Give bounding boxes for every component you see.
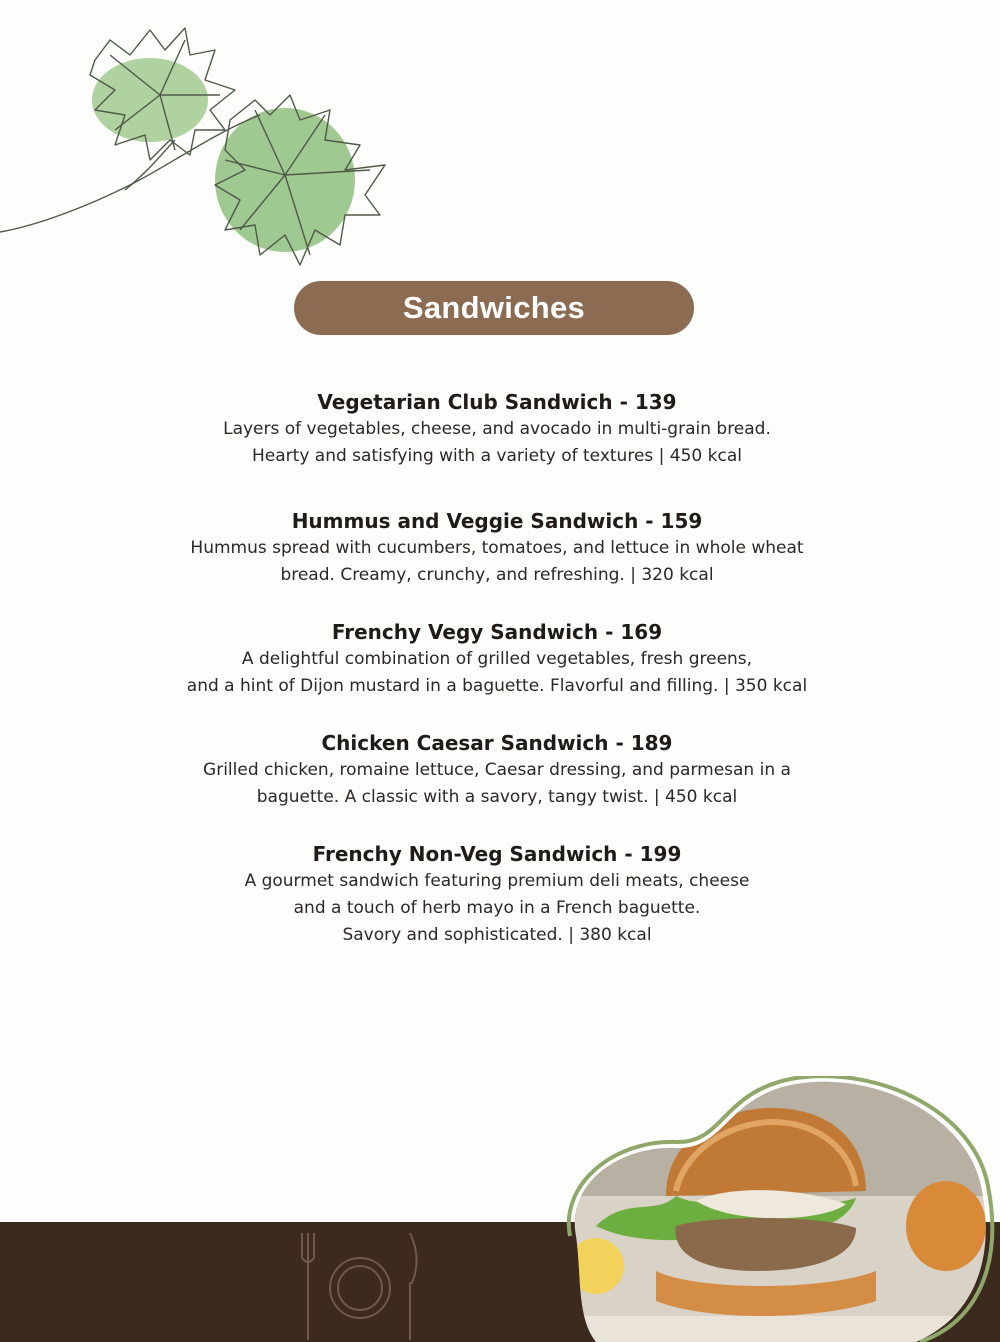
description-line: baguette. A classic with a savory, tangy twist. | 450 kcal [256,787,738,807]
menu-list [100,388,894,949]
item-description [100,416,894,470]
item-description [100,757,894,811]
item-name-price: Chicken Caesar Sandwich - 189 [321,731,673,755]
item-name-price: Frenchy Non-Veg Sandwich - 199 [312,842,682,866]
description-line: Hearty and satisfying with a variety of textures | 450 kcal [252,446,742,466]
description-line: A delightful combination of grilled vegetables, fresh greens, [241,649,753,669]
description-line: Savory and sophisticated. | 380 kcal [342,925,652,945]
menu-item [100,388,894,470]
description-line: and a touch of herb mayo in a French baguette. [293,898,701,918]
plate-and-cutlery-icon [290,1228,430,1342]
item-name-price: Vegetarian Club Sandwich - 139 [317,390,677,414]
menu-item [100,840,894,949]
item-description [100,535,894,589]
menu-item [100,618,894,700]
leaf-illustration [0,0,420,280]
item-name-price: Frenchy Vegy Sandwich - 169 [331,620,663,644]
burger-photo [556,1076,1000,1342]
description-line: A gourmet sandwich featuring premium deli meats, cheese [244,871,750,891]
item-description [100,868,894,949]
section-title: Sandwiches [402,290,586,325]
menu-item [100,729,894,811]
item-name-price: Hummus and Veggie Sandwich - 159 [291,509,703,533]
menu-item [100,507,894,589]
item-description [100,646,894,700]
section-title-pill [294,281,694,335]
description-line: and a hint of Dijon mustard in a baguette. Flavorful and filling. | 350 kcal [186,676,808,696]
description-line: Hummus spread with cucumbers, tomatoes, and lettuce in whole wheat [190,538,804,558]
description-line: Layers of vegetables, cheese, and avocado in multi-grain bread. [223,419,771,439]
description-line: Grilled chicken, romaine lettuce, Caesar dressing, and parmesan in a [203,760,791,780]
description-line: bread. Creamy, crunchy, and refreshing. | 320 kcal [280,565,714,585]
